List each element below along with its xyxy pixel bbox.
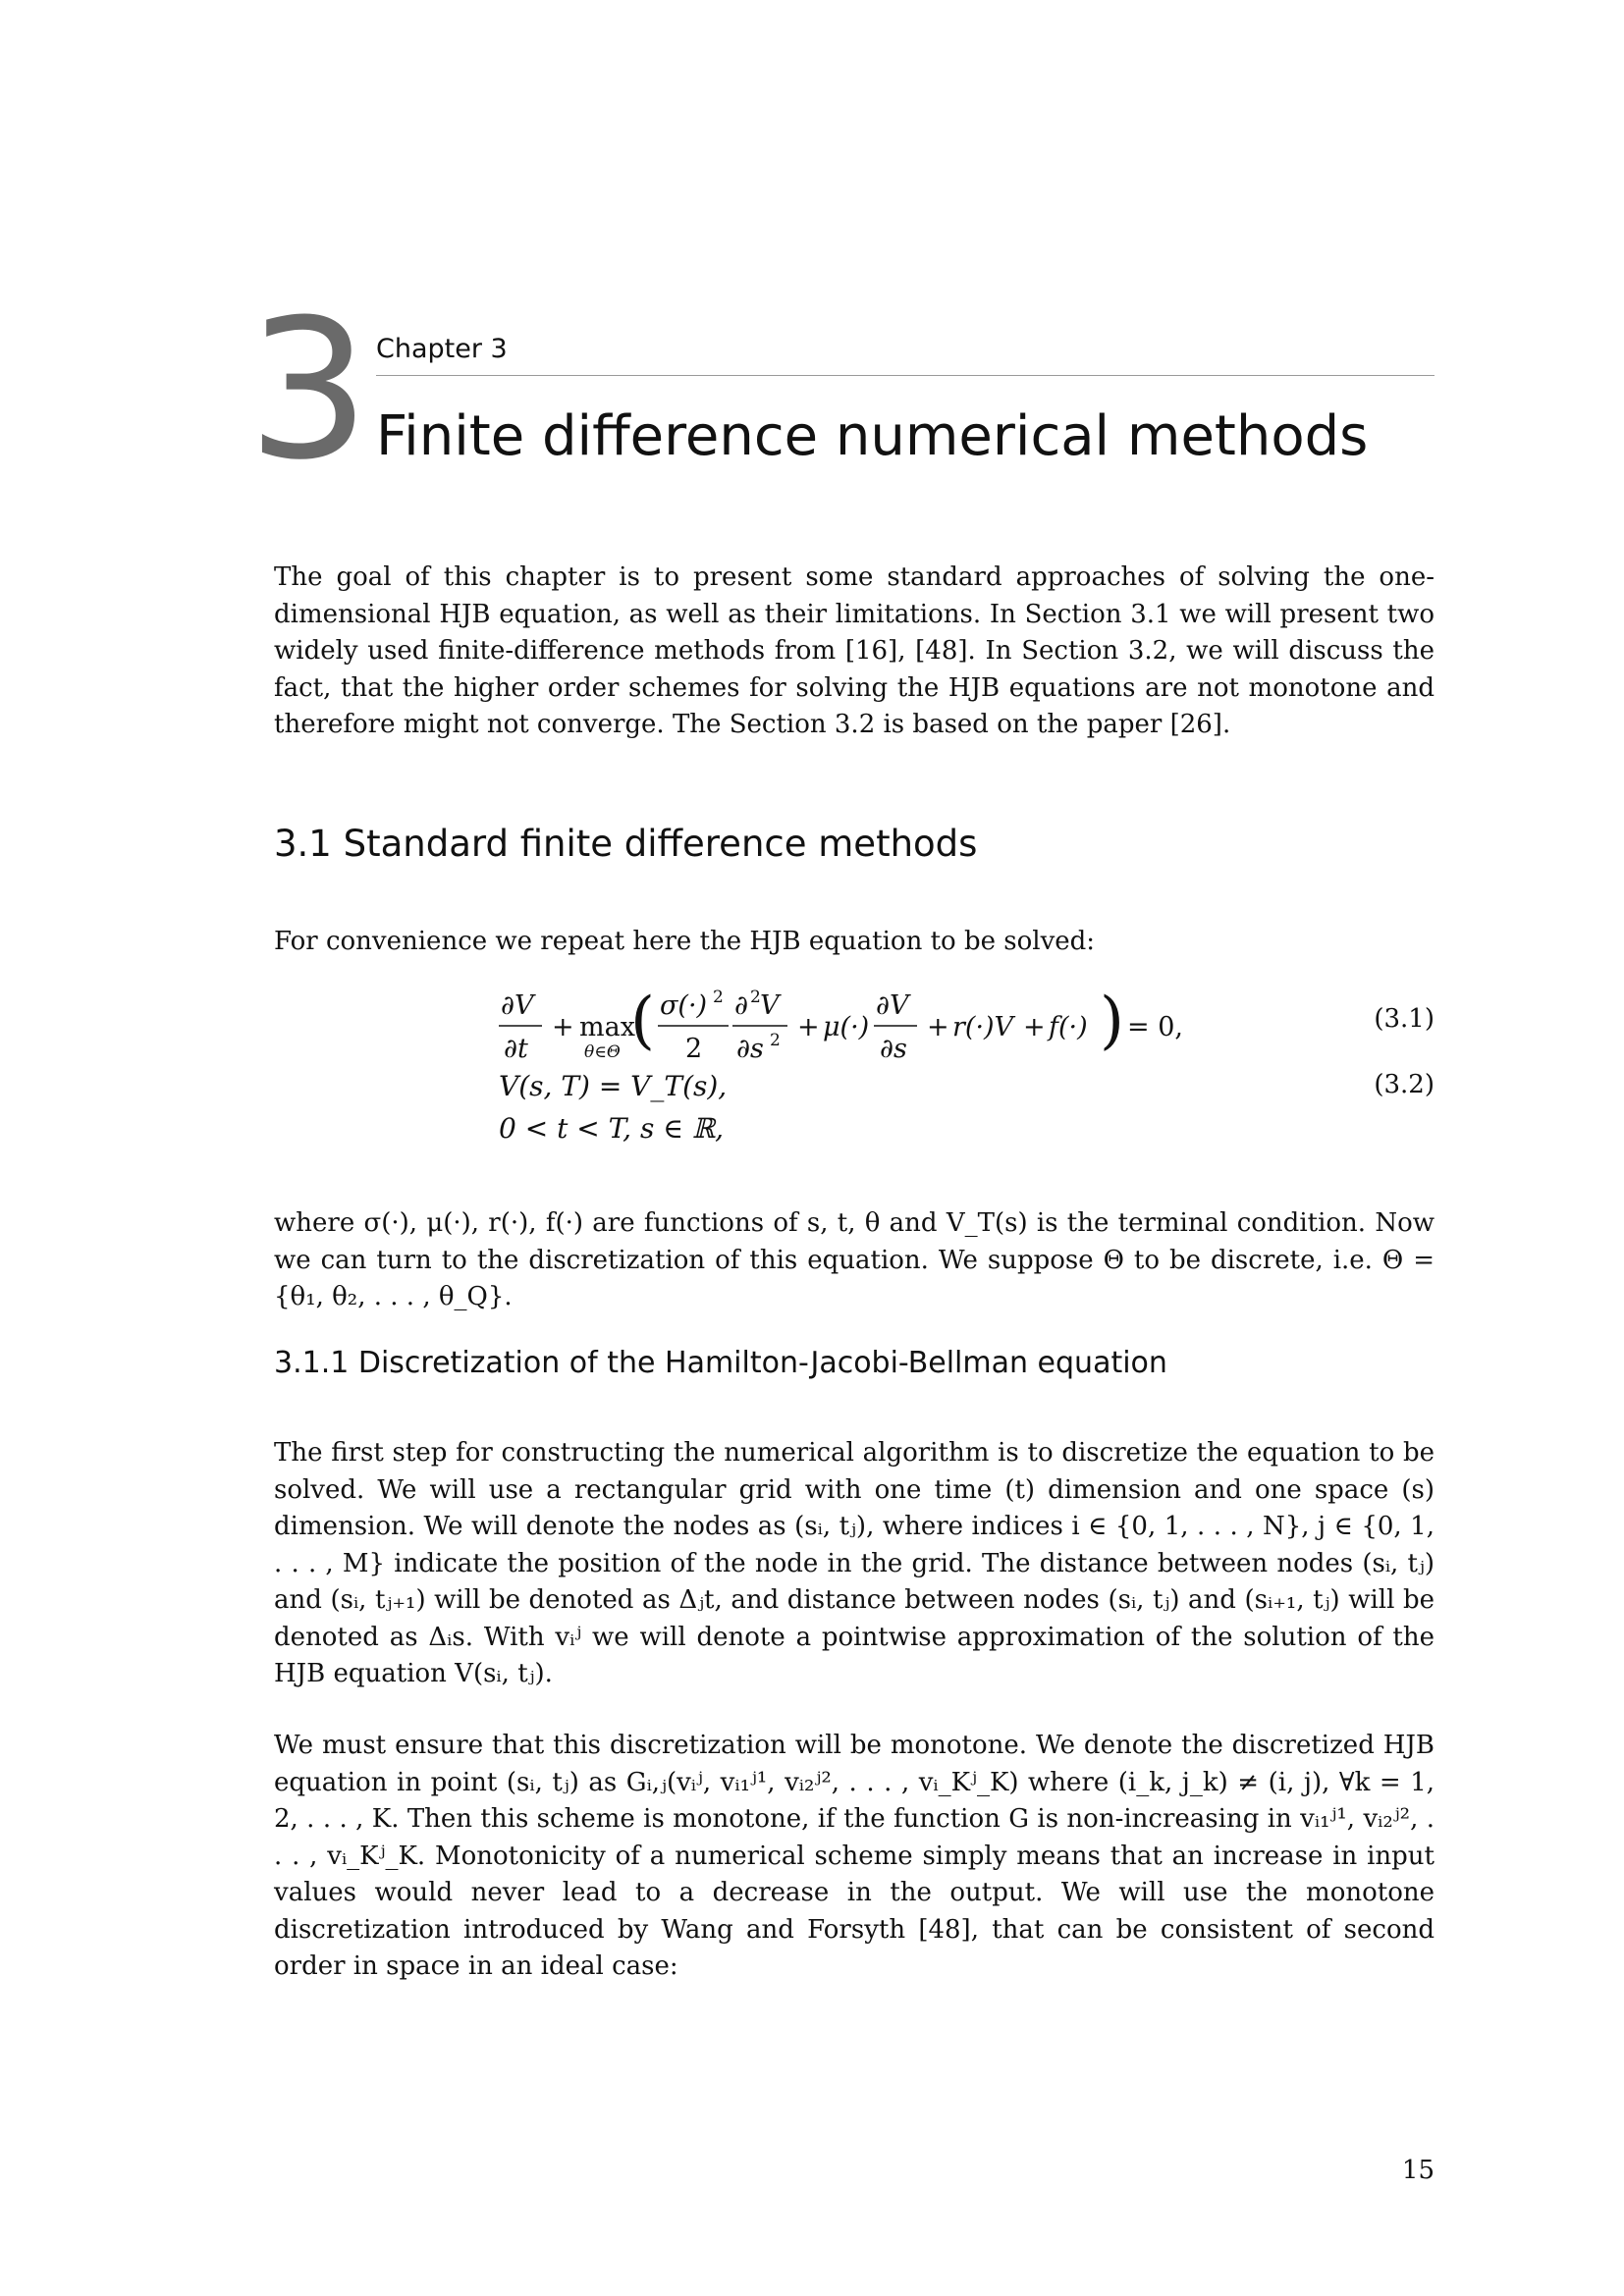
svg-text:+: +	[552, 1012, 574, 1042]
chapter-rule	[376, 375, 1435, 376]
svg-text:∂V: ∂V	[501, 990, 534, 1021]
equation-number: (3.2)	[1374, 1070, 1435, 1099]
svg-text:max: max	[579, 1012, 635, 1042]
svg-text:2: 2	[713, 988, 724, 1007]
svg-text:μ(·): μ(·)	[823, 1012, 870, 1042]
intro-paragraph: The goal of this chapter is to present some standard approaches of solving the one-dimensional HJB equation, as well as their limitations. In Section 3.1 we will present two widely used finite-difference methods from [16], [48]. In Section 3.2, we will discuss the fact, that the higher order schemes for solving the HJB equations are not monotone and therefore might not converge. The Section 3.2 is based on the paper [26].	[274, 562, 1435, 739]
chapter-label: Chapter 3	[376, 334, 508, 364]
svg-text:V: V	[760, 990, 780, 1021]
svg-text:∂s: ∂s	[736, 1034, 764, 1064]
svg-text:∂s: ∂s	[880, 1034, 907, 1064]
page-number: 15	[1401, 2156, 1435, 2185]
svg-text:+: +	[797, 1012, 820, 1042]
svg-text:+: +	[1023, 1012, 1046, 1042]
section-lead: For convenience we repeat here the HJB equation to be solved:	[274, 927, 1096, 956]
svg-text:= 0,: = 0,	[1127, 1012, 1183, 1042]
equation-domain	[499, 1112, 1435, 1151]
after-equation-paragraph: where σ(·), μ(·), r(·), f(·) are functions of s, t, θ and V_T(s) is the terminal condition. Now we can turn to the discretization of this equation. We suppose Θ to be discrete, i.e. Θ = {θ₁, θ₂, . . . , θ_Q}.	[274, 1208, 1435, 1311]
svg-text:θ∈Θ: θ∈Θ	[584, 1042, 621, 1062]
equation-domain-formula: 0 < t < T, s ∈ ℝ,	[499, 1112, 725, 1145]
chapter-title: Finite difference numerical methods	[376, 404, 1369, 468]
section-heading: 3.1 Standard finite difference methods	[274, 823, 978, 865]
svg-text:f(·): f(·)	[1049, 1012, 1088, 1042]
svg-text:): )	[1100, 985, 1124, 1057]
equation-number: (3.1)	[1374, 1004, 1435, 1034]
svg-text:∂t: ∂t	[504, 1034, 528, 1064]
svg-text:σ(·): σ(·)	[660, 990, 708, 1021]
svg-text:r(·)V: r(·)V	[952, 1012, 1014, 1042]
svg-text:+: +	[927, 1012, 949, 1042]
svg-text:2: 2	[685, 1034, 703, 1064]
svg-text:∂: ∂	[734, 990, 748, 1021]
equation-3-1	[499, 985, 1435, 1073]
subsection-paragraph-1: The first step for constructing the numerical algorithm is to discretize the equation to be solved. We will use a rectangular grid with one time (t) dimension and one space (s) dimension. We will denote the nodes as (sᵢ, tⱼ), where indices i ∈ {0, 1, . . . , N}, j ∈ {0, 1, . . . , M} indicate the position of the node in the grid. The distance between nodes (sᵢ, tⱼ) and (sᵢ, tⱼ₊₁) will be denoted as Δⱼt, and distance between nodes (sᵢ, tⱼ) and (sᵢ₊₁, tⱼ) will be denoted as Δᵢs. With vᵢʲ we will denote a pointwise approximation of the solution of the HJB equation V(sᵢ, tⱼ).	[274, 1438, 1435, 1688]
svg-text:2: 2	[770, 1031, 781, 1050]
svg-text:∂V: ∂V	[876, 990, 909, 1021]
subsection-heading: 3.1.1 Discretization of the Hamilton-Jacobi-Bellman equation	[274, 1346, 1167, 1380]
svg-text:2: 2	[750, 988, 761, 1007]
equation-3-1-formula	[499, 985, 1245, 1073]
equation-3-2-formula: V(s, T) = V_T(s),	[499, 1070, 728, 1102]
subsection-paragraph-2: We must ensure that this discretization will be monotone. We denote the discretized HJB equation in point (sᵢ, tⱼ) as Gᵢ,ⱼ(vᵢʲ, vᵢ₁ʲ¹, vᵢ₂ʲ², . . . , vᵢ_Kʲ_K) where (i_k, j_k) ≠ (i, j), ∀k = 1, 2, . . . , K. Then this scheme is monotone, if the function G is non-increasing in vᵢ₁ʲ¹, vᵢ₂ʲ², . . . , vᵢ_Kʲ_K. Monotonicity of a numerical scheme simply means that an increase in input values would never lead to a decrease in the output. We will use the monotone discretization introduced by Wang and Forsyth [48], that can be consistent of second order in space in an ideal case:	[274, 1731, 1435, 1981]
equation-3-2	[499, 1070, 1435, 1109]
chapter-number: 3	[247, 279, 366, 503]
svg-text:(: (	[630, 985, 655, 1057]
